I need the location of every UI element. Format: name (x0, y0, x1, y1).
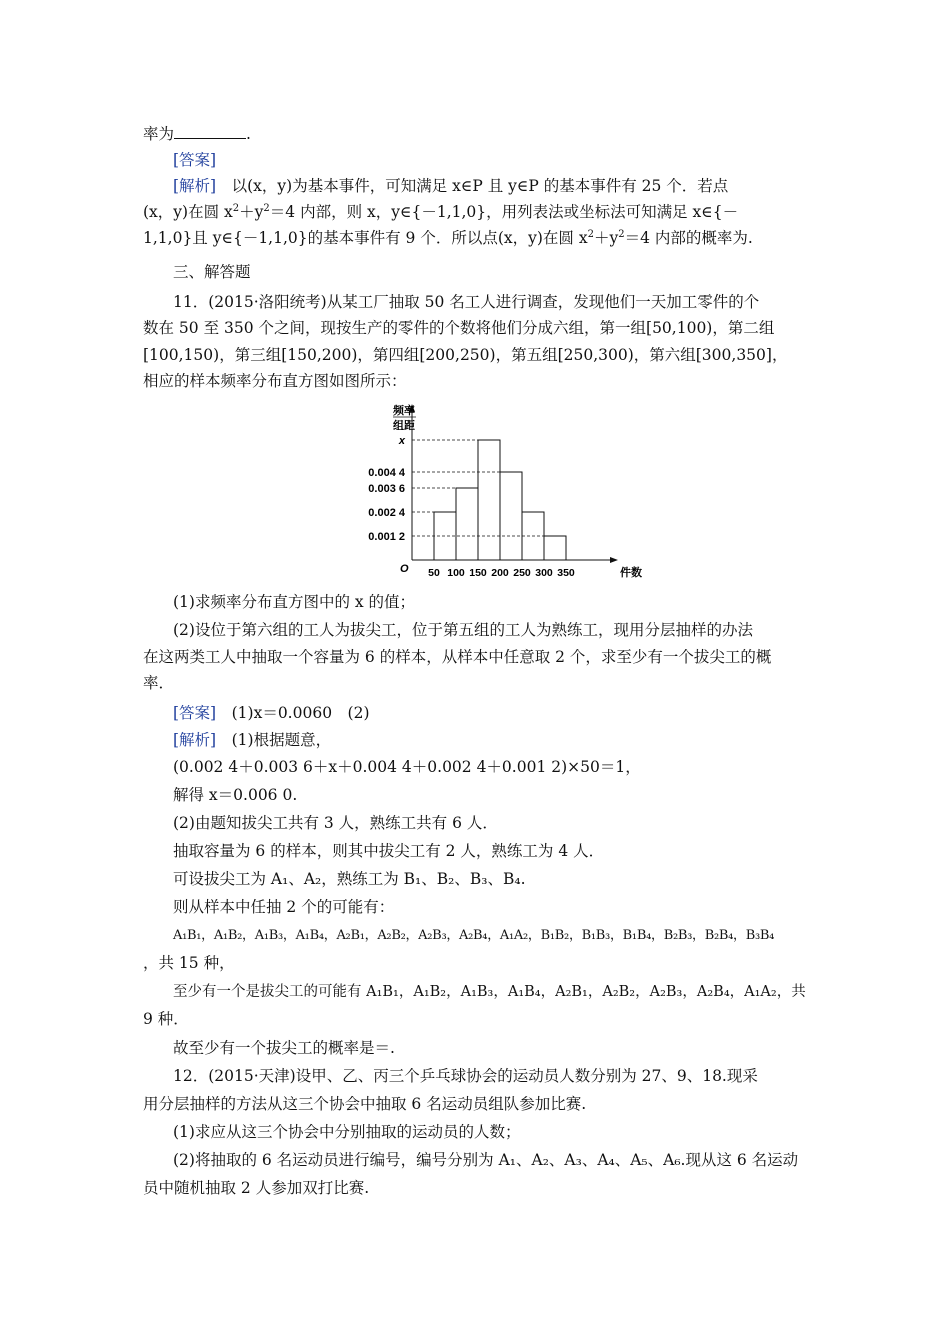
x-tick-label: 100 (447, 567, 465, 579)
y-tick-label: 0.003 6 (368, 483, 405, 495)
q11-answer (173, 703, 370, 723)
y-tick-label: 0.004 4 (368, 467, 405, 479)
histogram-bar (544, 536, 566, 560)
histogram-bar (478, 440, 500, 560)
text-fragment: ＝4 内部的概率为. (624, 229, 753, 247)
y-tick-label: x (398, 435, 405, 447)
q11-solution-12: 故至少有一个拔尖工的概率是＝. (173, 1039, 395, 1057)
q11-solution-2: (0.002 4＋0.003 6＋x＋0.004 4＋0.002 4＋0.001 2)×50＝1， (173, 758, 641, 776)
superscript: 2 (232, 202, 240, 214)
text-fragment: ＋y (593, 229, 619, 247)
x-tick-label: 50 (428, 567, 440, 579)
q11-solution-1 (173, 730, 331, 750)
q12-line-1: 12．(2015·天津)设甲、乙、丙三个乒乓球协会的运动员人数分别为 27、9、18.现采 (173, 1067, 758, 1085)
analysis-line-2 (143, 202, 738, 222)
q11-line-2: 数在 50 至 350 个之间，现按生产的零件的个数将他们分成六组，第一组[50,100)，第二组 (143, 319, 775, 337)
ylabel-numerator: 频率 (393, 405, 415, 417)
q11-part-2-line-1: (2)设位于第六组的工人为拔尖工，位于第五组的工人为熟练工，现用分层抽样的办法 (173, 621, 753, 639)
q12-part-2-line-2: 员中随机抽取 2 人参加双打比赛. (143, 1179, 370, 1197)
section-heading: 三、解答题 (173, 263, 251, 281)
text-fragment: (x，y)在圆 x (143, 203, 233, 221)
y-tick-label: 0.002 4 (368, 507, 405, 519)
q11-solution-11: 9 种． (143, 1010, 189, 1028)
x-tick-label: 250 (513, 567, 531, 579)
text-fragment: (1)x＝0.0060 (2) (231, 704, 370, 722)
text-fragment: (1)根据题意， (231, 731, 332, 749)
text-fragment: 以(x，y)为基本事件，可知满足 x∈P 且 y∈P 的基本事件有 25 个．若点 (231, 177, 729, 195)
x-tick-label: 150 (469, 567, 487, 579)
text-fragment: . (246, 125, 251, 143)
histogram-bar (500, 472, 522, 560)
q11-solution-8: A₁B₁，A₁B₂，A₁B₃，A₁B₄，A₂B₁，A₂B₂，A₂B₃，A₂B₄，A₁A₂，B₁B₂，B₁B₃，B₁B₄，B₂B₃，B₂B₄，B₃B₄ (173, 928, 775, 943)
q11-line-4: 相应的样本频率分布直方图如图所示： (143, 372, 407, 390)
frequency-histogram (350, 400, 642, 585)
q11-solution-5: 抽取容量为 6 的样本，则其中拔尖工有 2 人，熟练工为 4 人． (173, 842, 605, 860)
q11-solution-6: 可设拔尖工为 A₁、A₂，熟练工为 B₁、B₂、B₃、B₄. (173, 870, 526, 888)
analysis-line-1 (173, 176, 728, 196)
q11-part-2-line-3: 率． (143, 674, 175, 692)
answer-blank (174, 124, 246, 139)
superscript: 2 (587, 228, 594, 240)
q12-part-2-line-1: (2)将抽取的 6 名运动员进行编号，编号分别为 A₁、A₂、A₃、A₄、A₅、A₆.现从这 6 名运动 (173, 1151, 799, 1169)
q11-part-2-line-2: 在这两类工人中抽取一个容量为 6 的样本，从样本中任意取 2 个，求至少有一个拔尖工的概 (143, 648, 772, 666)
q12-part-1: (1)求应从这三个协会中分别抽取的运动员的人数； (173, 1123, 521, 1141)
q11-solution-3: 解得 x＝0.006 0. (173, 786, 298, 804)
text-fragment: ＝4 内部，则 x，y∈{－1,1,0}，用列表法或坐标法可知满足 x∈{－ (269, 203, 739, 221)
histogram-bar (456, 488, 478, 560)
analysis-line-3 (143, 228, 753, 248)
answer-tag: [答案] (173, 151, 217, 169)
q11-solution-7: 则从样本中任抽 2 个的可能有： (173, 898, 395, 916)
analysis-tag: [解析] (173, 177, 217, 195)
superscript: 2 (618, 228, 625, 240)
x-tick-label: 200 (491, 567, 509, 579)
text-fragment: 率为 (143, 125, 175, 143)
x-tick-label: 350 (557, 567, 575, 579)
superscript: 2 (263, 202, 270, 214)
y-tick-label: 0.001 2 (368, 531, 405, 543)
answer-tag: [答案] (173, 704, 217, 722)
q12-line-2: 用分层抽样的方法从这三个协会中抽取 6 名运动员组队参加比赛. (143, 1095, 587, 1113)
q11-part-1: (1)求频率分布直方图中的 x 的值； (173, 593, 416, 611)
origin-label: O (400, 563, 409, 575)
prev-question-tail (143, 124, 251, 144)
q11-line-1: 11．(2015·洛阳统考)从某工厂抽取 50 名工人进行调查，发现他们一天加工零件的个 (173, 293, 760, 311)
text-fragment: 1,1,0}且 y∈{－1,1,0}的基本事件有 9 个．所以点(x，y)在圆 x (143, 229, 588, 247)
q11-solution-4: (2)由题知拔尖工共有 3 人，熟练工共有 6 人． (173, 814, 498, 832)
q11-solution-9: ，共 15 种， (143, 954, 235, 972)
x-axis-arrow (610, 557, 618, 563)
q11-line-3: [100,150)，第三组[150,200)，第四组[200,250)，第五组[250,300)，第六组[300,350]， (143, 346, 788, 364)
xlabel: 件数 (620, 567, 642, 579)
q11-solution-10: 至少有一个是拔尖工的可能有 A₁B₁，A₁B₂，A₁B₃，A₁B₄，A₂B₁，A₂B₂，A₂B₃，A₂B₄，A₁A₂，共 (173, 984, 806, 1000)
x-tick-label: 300 (535, 567, 553, 579)
analysis-tag: [解析] (173, 731, 217, 749)
text-fragment: ＋y (239, 203, 264, 221)
ylabel-denominator: 组距 (393, 420, 415, 432)
